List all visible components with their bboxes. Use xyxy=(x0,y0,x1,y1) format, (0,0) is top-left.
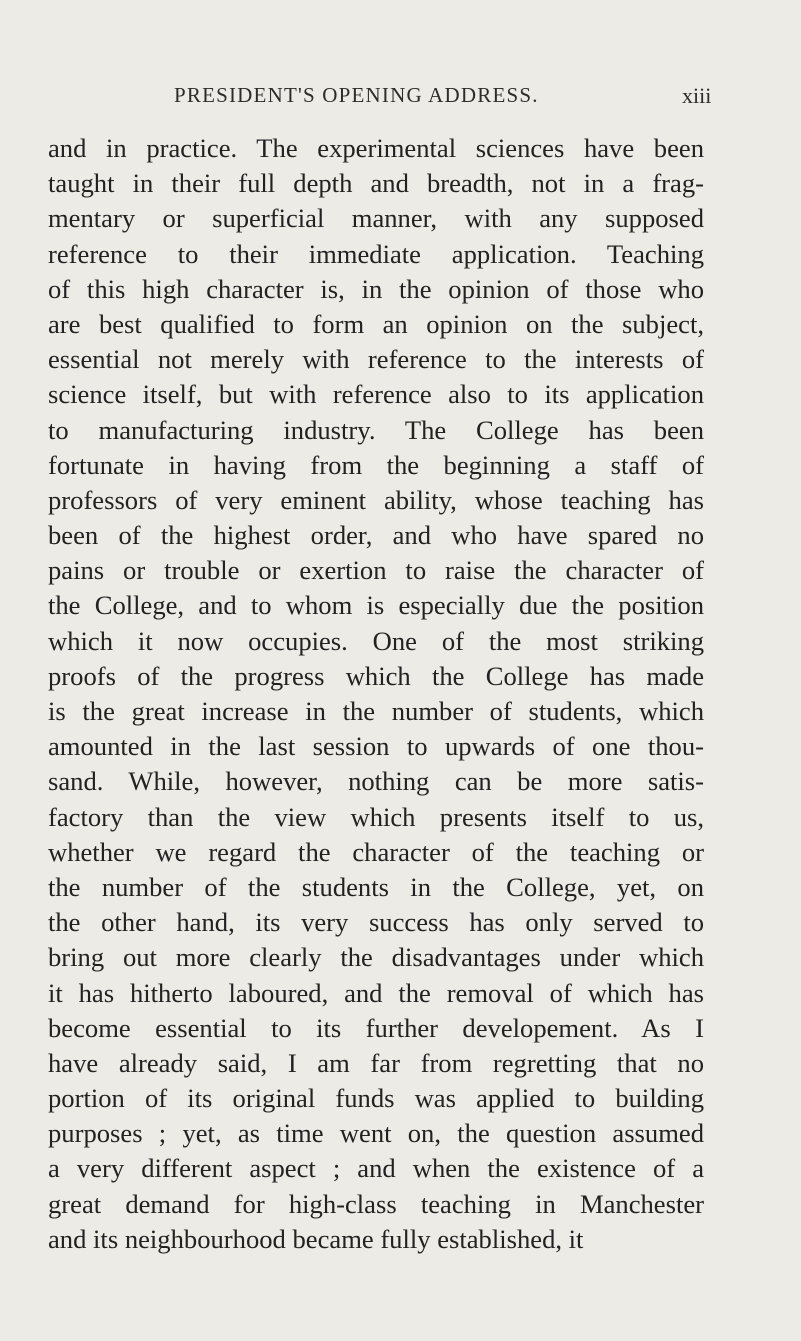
body-text xyxy=(48,131,704,1257)
text-line: and in practice. The experimental sciences have been xyxy=(48,133,704,163)
text-line: proofs of the progress which the College has made xyxy=(48,660,704,691)
text-line: are best qualified to form an opinion on the subject, xyxy=(48,308,704,339)
text-line: to manufacturing industry. The College has been xyxy=(48,414,704,445)
text-line: portion of its original funds was applied to building xyxy=(48,1083,704,1114)
text-line: the number of the students in the College, yet, on xyxy=(48,871,704,902)
text-line: great demand for high-class teaching in Manchester xyxy=(48,1188,704,1219)
text-line: sand. While, however, nothing can be more satis- xyxy=(48,766,704,797)
text-line: reference to their immediate application. Teaching xyxy=(48,238,704,269)
text-line: whether we regard the character of the teaching or xyxy=(48,836,704,867)
text-line: science itself, but with reference also to its application xyxy=(48,379,704,410)
text-line: become essential to its further developement. As I xyxy=(48,1012,704,1043)
text-line: bring out more clearly the disadvantages under which xyxy=(48,942,704,973)
text-line: the other hand, its very success has only served to xyxy=(48,907,704,938)
text-line: pains or trouble or exertion to raise the character of xyxy=(48,555,704,586)
text-line: professors of very eminent ability, whose teaching has xyxy=(48,484,704,515)
text-line: been of the highest order, and who have spared no xyxy=(48,520,704,551)
page-number: xiii xyxy=(682,83,712,108)
text-line: essential not merely with reference to the interests of xyxy=(48,344,704,375)
text-line: taught in their full depth and breadth, not in a frag- xyxy=(48,168,704,199)
text-line: and its neighbourhood became fully established, it xyxy=(48,1223,584,1254)
text-line: mentary or superficial manner, with any supposed xyxy=(48,203,704,234)
running-title: PRESIDENT'S OPENING ADDRESS. xyxy=(174,83,539,107)
text-line: the College, and to whom is especially due the position xyxy=(48,590,704,621)
text-line: amounted in the last session to upwards of one thou- xyxy=(48,731,704,762)
text-line: have already said, I am far from regretting that no xyxy=(48,1047,704,1078)
text-line: is the great increase in the number of students, which xyxy=(48,696,704,726)
text-line: of this high character is, in the opinion of those who xyxy=(48,273,704,304)
text-line: factory than the view which presents itself to us, xyxy=(48,801,704,832)
text-line: it has hitherto laboured, and the removal of which has xyxy=(48,977,704,1008)
text-line: which it now occupies. One of the most striking xyxy=(48,625,704,656)
text-line: purposes ; yet, as time went on, the question assumed xyxy=(48,1118,704,1149)
running-head xyxy=(0,80,801,112)
text-line: fortunate in having from the beginning a staff of xyxy=(48,449,704,480)
text-line: a very different aspect ; and when the existence of a xyxy=(48,1153,704,1184)
